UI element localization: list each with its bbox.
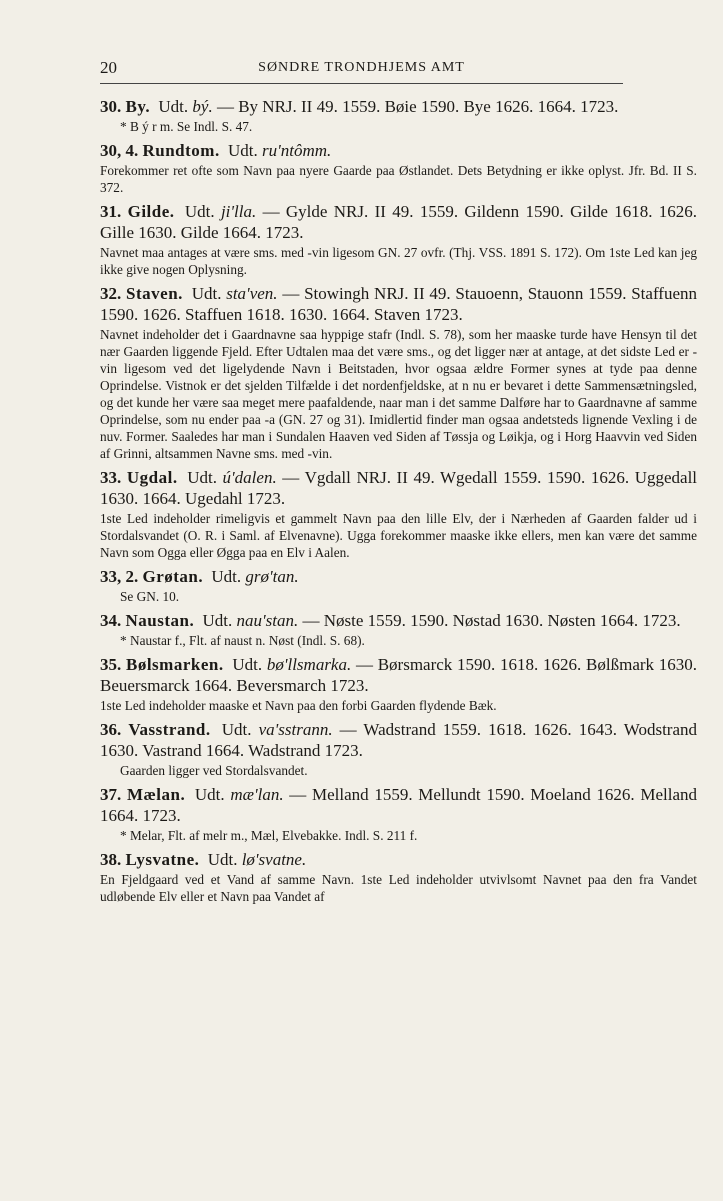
pronunciation: sta'ven.	[226, 284, 278, 303]
entry-heading	[100, 719, 697, 761]
farm-entry	[100, 467, 697, 561]
farm-name: Lysvatne.	[125, 850, 200, 869]
farm-entry	[100, 566, 697, 605]
farm-name: Gilde.	[127, 202, 175, 221]
entries-list	[100, 96, 697, 910]
pronunciation: ru'ntômm.	[261, 141, 332, 160]
entry-heading	[100, 784, 697, 826]
entry-note: Forekommer ret ofte som Navn paa nyere Gaarde paa Østlandet. Dets Betydning er ikke oplyst. Jfr. Bd. II S. 372.	[100, 163, 697, 195]
pronunciation-label: Udt.	[194, 785, 225, 804]
entry-number: 32.	[100, 284, 122, 303]
pronunciation-label: Udt.	[202, 611, 233, 630]
entry-heading	[100, 467, 697, 509]
pronunciation: lø'svatne.	[241, 850, 307, 869]
pronunciation-label: Udt.	[227, 141, 258, 160]
pronunciation: mæ'lan.	[230, 785, 284, 804]
farm-entry	[100, 654, 697, 714]
running-title: SØNDRE TRONDHJEMS AMT	[258, 60, 465, 75]
entry-number: 35.	[100, 655, 122, 674]
page-number: 20	[100, 58, 117, 77]
entry-heading	[100, 654, 697, 696]
farm-entry	[100, 201, 697, 278]
entry-heading	[100, 849, 697, 870]
historical-forms: — Melland 1559. Mellundt 1590. Moeland 1626. Melland 1664. 1723.	[100, 785, 698, 825]
header-rule	[100, 83, 623, 84]
farm-entry	[100, 96, 697, 135]
entry-note: 1ste Led indeholder maaske et Navn paa den forbi Gaarden flydende Bæk.	[100, 698, 497, 713]
farm-name: Grøtan.	[142, 567, 204, 586]
entry-note: Gaarden ligger ved Stordalsvandet.	[120, 763, 308, 778]
farm-name: Naustan.	[125, 611, 195, 630]
farm-name: Ugdal.	[126, 468, 178, 487]
entry-heading	[100, 566, 697, 587]
entry-number: 36.	[100, 720, 122, 739]
historical-forms: — Vgdall NRJ. II 49. Wgedall 1559. 1590. 1626. Uggedall 1630. 1664. Ugedahl 1723.	[100, 468, 698, 508]
pronunciation-label: Udt.	[221, 720, 252, 739]
pronunciation: grø'tan.	[245, 567, 299, 586]
historical-forms: — By NRJ. II 49. 1559. Bøie 1590. Bye 1626. 1664. 1723.	[212, 97, 619, 116]
entry-note: Se GN. 10.	[120, 589, 180, 604]
pronunciation-label: Udt.	[191, 284, 222, 303]
entry-number: 33.	[100, 468, 122, 487]
pronunciation-label: Udt.	[211, 567, 242, 586]
historical-forms: — Børsmarck 1590. 1618. 1626. Bølßmark 1630. Beuersmarck 1664. Beversmarch 1723.	[100, 655, 698, 695]
farm-name: Rundtom.	[142, 141, 220, 160]
page-header	[100, 58, 623, 82]
farm-entry	[100, 784, 697, 844]
historical-forms: — Gylde NRJ. II 49. 1559. Gildenn 1590. Gilde 1618. 1626. Gille 1630. Gilde 1664. 1723.	[100, 202, 698, 242]
entry-note: * B ý r m. Se Indl. S. 47.	[120, 119, 253, 134]
historical-forms: — Wadstrand 1559. 1618. 1626. 1643. Wodstrand 1630. Vastrand 1664. Wadstrand 1723.	[100, 720, 698, 760]
farm-entry	[100, 849, 697, 905]
entry-number: 31.	[100, 202, 122, 221]
entry-note: En Fjeldgaard ved et Vand af samme Navn. 1ste Led indeholder utvivlsomt Navnet paa den fra Vandet udløbende Elv eller et Navn paa Vandet af	[100, 872, 697, 904]
pronunciation: ji'lla.	[220, 202, 257, 221]
pronunciation: bø'llsmarka.	[266, 655, 352, 674]
entry-note: 1ste Led indeholder rimeligvis et gammelt Navn paa den lille Elv, der i Nærheden af Gaarden falder ud i Stordalsvandet (O. R. i Saml. af Elvenavne). Ugga forekommer maaske ikke ellers, men kan være det samme Navn som Ogga eller Øgga paa en Elv i Aalen.	[100, 511, 697, 560]
entry-heading	[100, 201, 697, 243]
farm-name: Bølsmarken.	[126, 655, 224, 674]
pronunciation-label: Udt.	[207, 850, 238, 869]
farm-name: Staven.	[126, 284, 183, 303]
farm-name: Mælan.	[126, 785, 186, 804]
entry-number: 38.	[100, 850, 122, 869]
farm-name: By.	[125, 97, 151, 116]
entry-heading	[100, 283, 697, 325]
pronunciation-label: Udt.	[158, 97, 189, 116]
entry-number: 33, 2.	[100, 567, 139, 586]
entry-note: Navnet indeholder det i Gaardnavne saa hyppige stafr (Indl. S. 78), som her maaske turde have Hensyn til det nær Gaarden liggende Fjeld. Efter Udtalen maa det være sms., og det ligger nær at antage, at det sidste Led er -vin ligesom ved det ligelydende Navn i Beitstaden, hvor ogsaa ældre Former synes at tyde paa denne Oprindelse. Vistnok er det sjelden Tilfælde i det nordenfjeldske, at n nu er bevaret i dette Sammensætningsled, og det kunde her være saa meget mere paafaldende, naar man i det samme Dalføre har to Gaardnavne af samme Oprindelse, som nu ender paa -a (GN. 27 og 31). Imidlertid finder man ogsaa andetsteds lignende Vexling i de nuv. Former. Saaledes har man i Sundalen Haaven ved Siden af Tøssja og Løikja, og i Horg Haavvin ved Siden af Grinni, altsammen Navne sms. med -vin.	[100, 327, 697, 461]
entry-number: 34.	[100, 611, 122, 630]
pronunciation-label: Udt.	[187, 468, 217, 487]
pronunciation: bý.	[192, 97, 213, 116]
farm-name: Vasstrand.	[128, 720, 211, 739]
entry-heading	[100, 140, 697, 161]
entry-note: Navnet maa antages at være sms. med -vin ligesom GN. 27 ovfr. (Thj. VSS. 1891 S. 172). Om 1ste Led kan jeg ikke give nogen Oplysning.	[100, 245, 697, 277]
farm-entry	[100, 283, 697, 462]
historical-forms: — Stowingh NRJ. II 49. Stauoenn, Stauonn 1559. Staffuenn 1590. 1626. Staffuen 1618. 1630. 1664. Staven 1723.	[100, 284, 698, 324]
pronunciation: ú'dalen.	[222, 468, 277, 487]
entry-note: * Melar, Flt. af melr m., Mæl, Elvebakke. Indl. S. 211 f.	[120, 828, 418, 843]
farm-entry	[100, 140, 697, 196]
entry-number: 30, 4.	[100, 141, 139, 160]
entry-number: 30.	[100, 97, 122, 116]
entry-note: * Naustar f., Flt. af naust n. Nøst (Indl. S. 68).	[120, 633, 365, 648]
entry-number: 37.	[100, 785, 122, 804]
pronunciation-label: Udt.	[232, 655, 263, 674]
farm-entry	[100, 719, 697, 779]
farm-entry	[100, 610, 697, 649]
entry-heading	[100, 96, 697, 117]
pronunciation: va'sstrann.	[258, 720, 333, 739]
historical-forms: — Nøste 1559. 1590. Nøstad 1630. Nøsten 1664. 1723.	[298, 611, 681, 630]
pronunciation-label: Udt.	[184, 202, 215, 221]
pronunciation: nau'stan.	[236, 611, 299, 630]
entry-heading	[100, 610, 697, 631]
